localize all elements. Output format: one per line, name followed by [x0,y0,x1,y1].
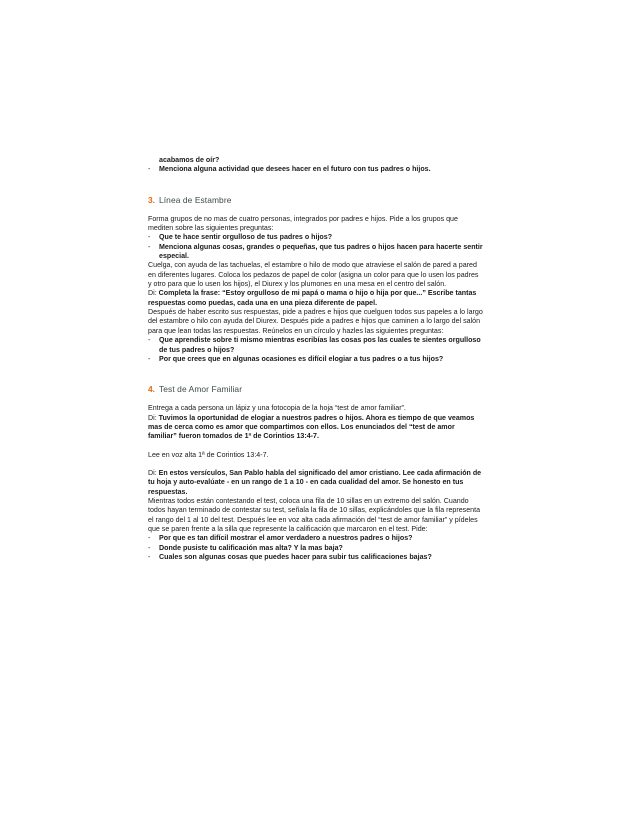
section4-read: Lee en voz alta 1ª de Corintios 13:4-7. [148,450,269,459]
section-number: 3. [148,194,155,205]
spacer [148,442,483,451]
bullet-item: - Menciona algunas cosas, grandes o pequeñas, que tus padres o hijos hacen para hacerte sentir especial. [148,243,483,262]
bullet-item: - Donde pusiste tu calificación mas alta? Y la mas baja? [148,544,483,553]
di-label: Di: [148,289,159,298]
section4-di-2 [148,469,483,497]
section4-di-1 [148,414,483,442]
bullet-item: - Por que crees que en algunas ocasiones es difícil elogiar a tus padres o a tus hijos? [148,355,483,364]
section3-paragraph-1: Cuelga, con ayuda de las tachuelas, el estambre o hilo de modo que atraviese el salón de pared a pared en diferentes lugares. Coloca los pedazos de papel de color (asigna un color para que lo usen los padres y otro para que lo usen los hijos), el Diurex y los plumones en una mesa en el centro del salón. [148,261,479,289]
bullet-item: - Menciona alguna actividad que desees hacer en el futuro con tus padres o hijos. [148,165,483,174]
section4-paragraph-2: Mientras todos están contestando el test, coloca una fila de 10 sillas en un extremo del salón. Cuando todos hayan terminado de contestar su test, señala la fila de 10 sillas, explicándoles que la fila representa el rango del 1 al 10 del test. Después lee en voz alta cada afirmación del “test de amor familiar” y pídeles que se paren frente a la silla que represente la calificación que marcaron en el test. Pide: [148,496,481,533]
document-content [148,156,483,562]
di-label: Di: [148,413,159,422]
section3-questions-2 [148,336,483,364]
section3-questions-1 [148,233,483,261]
bullet-item: - Cuales son algunas cosas que puedes hacer para subir tus calificaciones bajas? [148,553,483,562]
top-bullet-list [148,165,483,174]
spacer [148,460,483,469]
section4-paragraph-1: Entrega a cada persona un lápiz y una fotocopia de la hoja “test de amor familiar”. [148,404,406,413]
section-heading-3 [148,195,483,205]
di-text: En estos versículos, San Pablo habla del significado del amor cristiano. Lee cada afirmación de tu hoja y auto-evalúate - en un rango de 1 a 10 - en cada cualidad del amor. Se honesto en tus respuestas. [148,468,482,496]
question-continuation: acabamos de oír? [159,156,220,164]
section-number: 4. [148,384,155,395]
section3-paragraph-2: Después de haber escrito sus respuestas, pide a padres e hijos que cuelguen todos sus papeles a lo largo del estambre o hilo con ayuda del Diurex. Después pide a padres e hijos que caminen a lo largo del salón para que lean todas las respuestas. Reúnelos en un círculo y hazles las siguientes preguntas: [148,308,483,335]
bullet-item: - Por que es tan difícil mostrar el amor verdadero a nuestros padres o hijos? [148,534,483,543]
di-label: Di: [148,468,159,477]
section-title: Línea de Estambre [159,194,232,205]
bullet-item: - Que te hace sentir orgulloso de tus padres o hijos? [148,233,483,242]
di-text: Tuvimos la oportunidad de elogiar a nuestros padres o hijos. Ahora es tiempo de que veamos mas de cerca como es amor que compartimos con ellos. Los enunciados del “test de amor familiar” fueron tomados de 1ª de Corintios 13:4-7. [148,413,475,441]
section-title: Test de Amor Familiar [159,384,243,395]
section3-intro: Forma grupos de no mas de cuatro personas, integrados por padres e hijos. Pide a los grupos que mediten sobre las siguientes preguntas: [148,214,458,233]
bullet-item: - Que aprendiste sobre ti mismo mientras escribías las cosas pos las cuales te sientes orgulloso de tus padres o hijos? [148,336,483,355]
section3-di [148,289,483,308]
section-heading-4 [148,384,483,394]
section4-questions [148,534,483,562]
di-text: Completa la frase: “Estoy orgulloso de mi papá o mama o hijo o hija por que...” Escribe tantas respuestas como puedas, cada una en una pieza diferente de papel. [148,289,477,307]
